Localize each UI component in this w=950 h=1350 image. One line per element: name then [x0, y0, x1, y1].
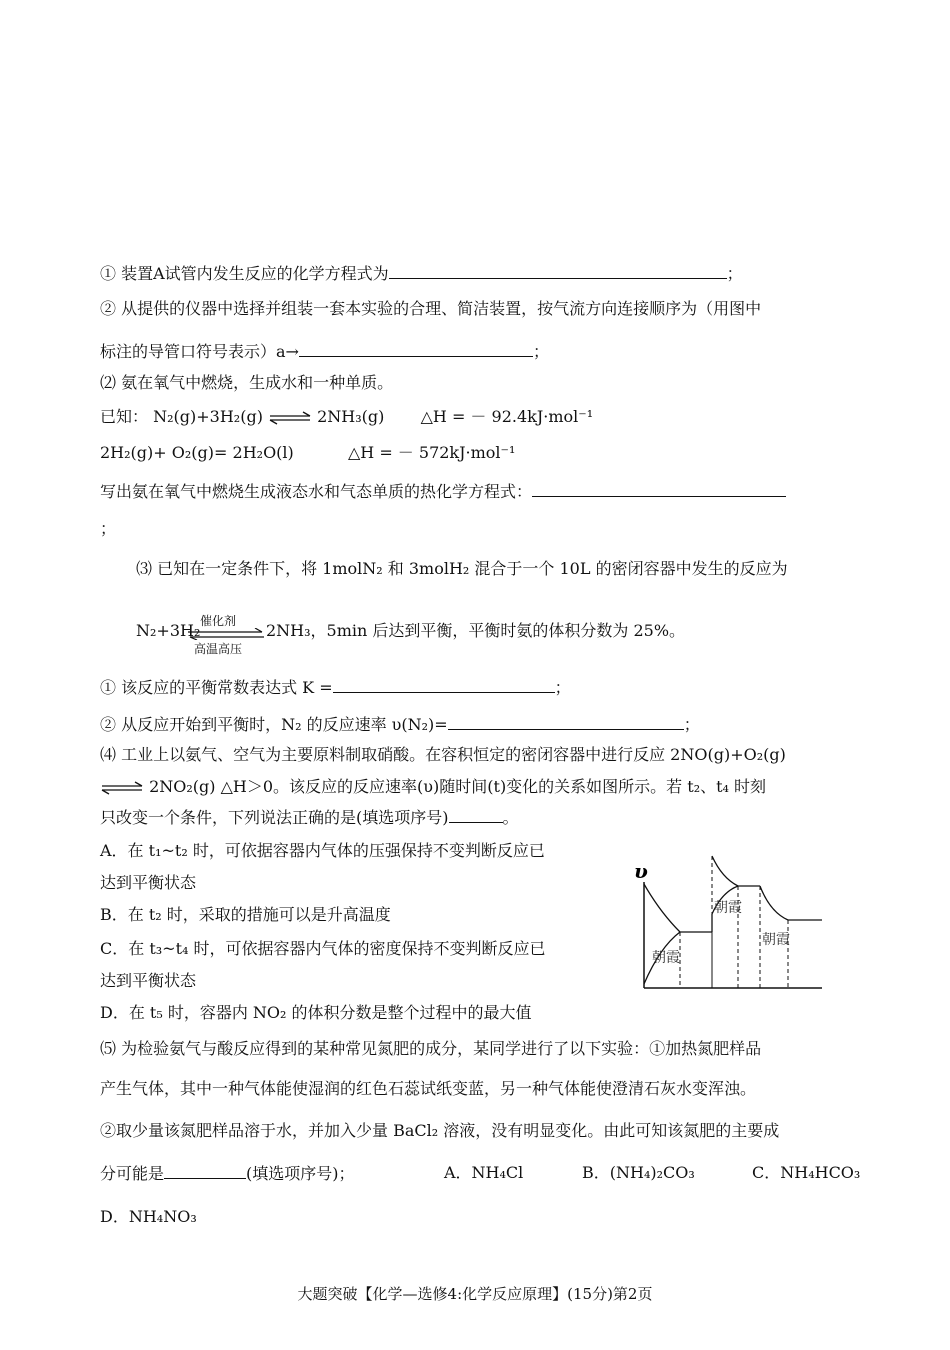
q4-option-d: D．在 t₅ 时，容器内 NO₂ 的体积分数是整个过程中的最大值 [100, 1003, 532, 1022]
answer-blank-6[interactable] [449, 806, 503, 823]
q1-line1-text: ① 装置A试管内发生反应的化学方程式为 [100, 264, 389, 283]
equilibrium-arrow-icon [186, 628, 266, 640]
forward-rate-curve-2 [712, 856, 760, 886]
q4-line3-end: 。 [502, 808, 519, 827]
q3-sub2-end: ； [683, 715, 700, 734]
watermark-3: 朝霞 [762, 932, 790, 948]
q5-line2: 产生气体，其中一种气体能使湿润的红色石蕊试纸变蓝，另一种气体能使澄清石灰水变浑浊。 [100, 1079, 757, 1098]
q4-line3-text: 只改变一个条件，下列说法正确的是(填选项序号) [100, 808, 449, 827]
eq1-right: 2NH₃(g) [317, 407, 385, 426]
watermark-1: 朝霞 [714, 900, 742, 916]
q4-option-b: B．在 t₂ 时，采取的措施可以是升高温度 [100, 905, 391, 924]
equilibrium-arrow-icon [268, 411, 312, 425]
answer-blank-5[interactable] [448, 713, 684, 730]
q1-line3-end: ； [532, 342, 549, 361]
q4-option-a-line1: A．在 t₁~t₂ 时，可依据容器内气体的压强保持不变判断反应已 [100, 841, 545, 860]
eq1-left: N₂(g)+3H₂(g) [153, 407, 263, 426]
q2-intro: ⑵ 氨在氧气中燃烧，生成水和一种单质。 [100, 373, 394, 392]
q2-ask-end: ； [100, 519, 117, 538]
q3-sub1-end: ； [554, 678, 571, 697]
q2-ask [100, 480, 786, 503]
eq1-dh: △H = － 92.4kJ·mol⁻¹ [420, 407, 594, 426]
q3-eq-right: 2NH₃，5min 后达到平衡，平衡时氨的体积分数为 25%。 [266, 621, 686, 640]
q2-eq2 [100, 442, 515, 464]
equilibrium-arrow-icon [100, 781, 144, 795]
answer-blank-3[interactable] [532, 480, 786, 497]
answer-blank-2[interactable] [299, 340, 533, 357]
q4-line1: ⑷ 工业上以氨气、空气为主要原料制取硝酸。在容积恒定的密闭容器中进行反应 2NO(g)+O₂(g) [100, 745, 786, 764]
q1-line3 [100, 340, 549, 363]
q2-ask-text: 写出氨在氧气中燃烧生成液态水和气态单质的热化学方程式： [100, 482, 533, 501]
catalyst-arrow [186, 612, 266, 656]
page-footer: 大题突破【化学—选修4:化学反应原理】(15分)第2页 [297, 1285, 653, 1303]
q4-option-c-line1: C．在 t₃~t₄ 时，可依据容器内气体的密度保持不变判断反应已 [100, 939, 546, 958]
forward-rate-curve-1 [644, 884, 712, 932]
q5-option-d: D．NH₄NO₃ [100, 1207, 197, 1226]
answer-blank-7[interactable] [164, 1162, 246, 1179]
q5-line1: ⑸ 为检验氨气与酸反应得到的某种常见氮肥的成分，某同学进行了以下实验：①加热氮肥样品 [100, 1039, 762, 1058]
known-label: 已知： [100, 407, 149, 426]
q4-option-c-line2: 达到平衡状态 [100, 971, 197, 990]
q4-option-a-line2: 达到平衡状态 [100, 873, 197, 892]
q5-line3: ②取少量该氮肥样品溶于水，并加入少量 BaCl₂ 溶液，没有明显变化。由此可知该氮肥的主要成 [100, 1121, 780, 1140]
q5-line4 [100, 1162, 355, 1185]
q5-option-b: B．(NH₄)₂CO₃ [582, 1163, 695, 1182]
q5-line4-hint: (填选项序号)； [246, 1164, 355, 1183]
q3-intro: ⑶ 已知在一定条件下，将 1molN₂ 和 3molH₂ 混合于一个 10L 的密闭容器中发生的反应为 [136, 559, 788, 578]
q1-line3-text: 标注的导管口符号表示）a→ [100, 342, 299, 361]
q3-sub1-text: ① 该反应的平衡常数表达式 K = [100, 678, 333, 697]
q4-line2-text: 2NO₂(g) △H＞0。该反应的反应速率(υ)随时间(t)变化的关系如图所示。若 t₂、t₄ 时刻 [149, 777, 767, 796]
q2-eq1 [100, 406, 593, 428]
catalyst-bottom: 高温高压 [194, 642, 243, 656]
eq2-dh: △H = － 572kJ·mol⁻¹ [347, 443, 516, 462]
q3-eq-left: N₂+3H₂ [136, 621, 201, 640]
q1-line2: ② 从提供的仪器中选择并组装一套本实验的合理、简洁装置，按气流方向连接顺序为（用图中 [100, 299, 762, 318]
catalyst-top: 催化剂 [200, 614, 237, 628]
rate-time-graph [630, 852, 830, 992]
eq2-text: 2H₂(g)+ O₂(g)= 2H₂O(l) [100, 443, 294, 462]
answer-blank-4[interactable] [333, 676, 555, 693]
q5-option-a: A．NH₄Cl [444, 1163, 524, 1182]
q5-line4-text: 分可能是 [100, 1164, 165, 1183]
watermark-2: 朝霞 [652, 950, 680, 966]
q1-line1-end: ； [726, 264, 743, 283]
q3-sub2 [100, 713, 700, 736]
rate-curve-3 [760, 886, 822, 920]
q4-line2 [100, 776, 766, 798]
answer-blank-1[interactable] [389, 262, 727, 279]
q1-line1 [100, 262, 743, 285]
q3-sub1 [100, 676, 571, 699]
q5-option-c: C．NH₄HCO₃ [752, 1163, 861, 1182]
q3-sub2-text: ② 从反应开始到平衡时，N₂ 的反应速率 υ(N₂)= [100, 715, 448, 734]
q4-line3 [100, 806, 519, 829]
graph-y-label: υ [634, 859, 648, 883]
